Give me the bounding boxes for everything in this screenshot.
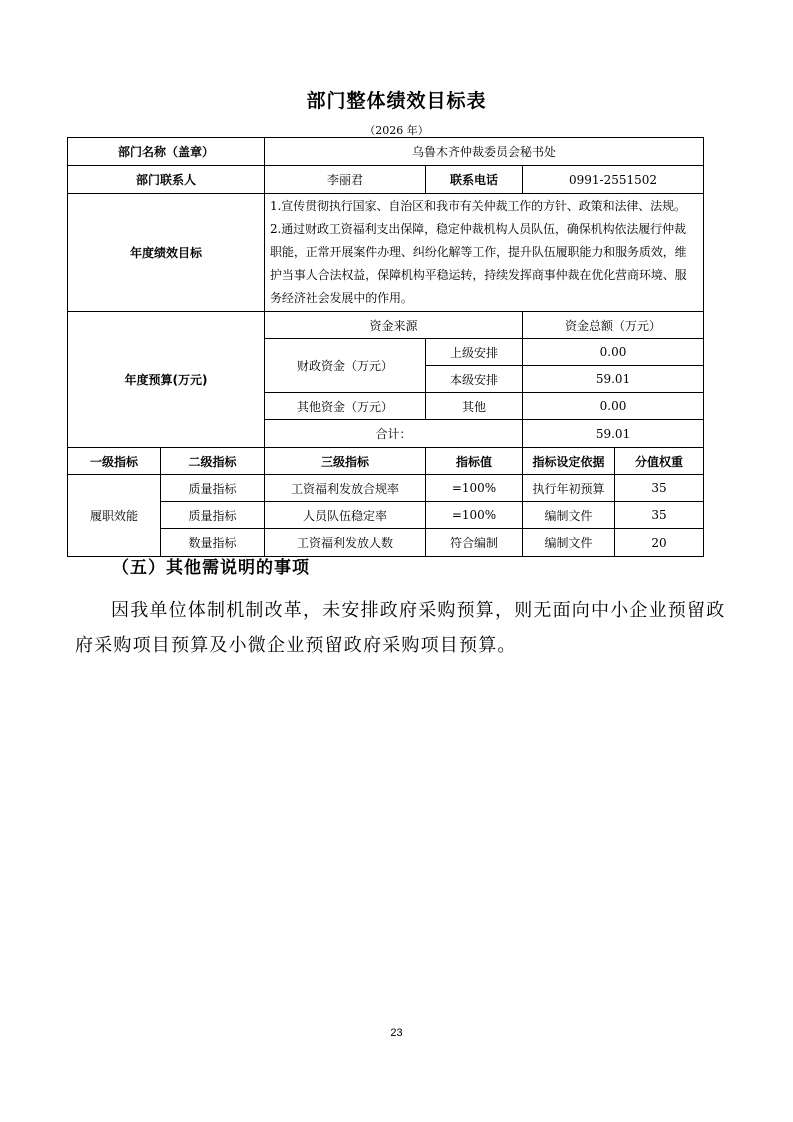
level3-cell: 人员队伍稳定率 — [265, 502, 426, 529]
goals-line: 2.通过财政工资福利支出保障，稳定仲裁机构人员队伍，确保机构依法履行仲裁 — [270, 222, 686, 236]
level2-cell: 质量指标 — [161, 475, 265, 502]
basis-header: 指标设定依据 — [523, 448, 615, 475]
level2-cell: 质量指标 — [161, 502, 265, 529]
indicator-row — [68, 475, 704, 502]
level2-cell: 数量指标 — [161, 529, 265, 557]
weight-cell: 35 — [615, 475, 704, 502]
source-header: 资金来源 — [265, 312, 523, 339]
goals-text — [265, 194, 704, 312]
section-heading: （五）其他需说明的事项 — [112, 558, 310, 578]
value-cell: 符合编制 — [426, 529, 523, 557]
total-header: 资金总额（万元） — [523, 312, 704, 339]
paragraph-line: 因我单位体制机制改革，未安排政府采购预算，则无面向中小企业预留政 — [111, 600, 726, 621]
other-sub: 其他 — [426, 393, 523, 420]
budget-label: 年度预算(万元) — [68, 312, 265, 448]
sum-label: 合计： — [265, 420, 523, 448]
upper-value: 0.00 — [523, 339, 704, 366]
level1-header: 一级指标 — [68, 448, 161, 475]
level2-header: 二级指标 — [161, 448, 265, 475]
other-value: 0.00 — [523, 393, 704, 420]
page-title: 部门整体绩效目标表 — [306, 90, 487, 112]
value-cell: =100% — [426, 502, 523, 529]
basis-cell: 编制文件 — [523, 529, 615, 557]
upper-label: 上级安排 — [426, 339, 523, 366]
paragraph-line: 府采购项目预算及小微企业预留政府采购项目预算。 — [75, 635, 517, 656]
section-paragraph — [75, 593, 726, 663]
goals-label: 年度绩效目标 — [68, 194, 265, 312]
basis-cell: 编制文件 — [523, 502, 615, 529]
contact-name: 李丽君 — [265, 166, 426, 194]
level1-value: 履职效能 — [68, 475, 161, 557]
goals-line: 1.宣传贯彻执行国家、自治区和我市有关仲裁工作的方针、政策和法律、法规。 — [270, 199, 686, 213]
phone-value: 0991-2551502 — [523, 166, 704, 194]
dept-name-row — [68, 138, 704, 166]
dept-name-label: 部门名称（盖章） — [68, 138, 265, 166]
page-number: 23 — [390, 1027, 403, 1039]
value-header: 指标值 — [426, 448, 523, 475]
level3-cell: 工资福利发放合规率 — [265, 475, 426, 502]
phone-label: 联系电话 — [426, 166, 523, 194]
weight-cell: 35 — [615, 502, 704, 529]
basis-cell: 执行年初预算 — [523, 475, 615, 502]
goals-line: 务经济社会发展中的作用。 — [270, 291, 413, 305]
budget-header-row — [68, 312, 704, 339]
goals-line: 护当事人合法权益，保障机构平稳运转，持续发挥商事仲裁在优化营商环境、服 — [270, 268, 687, 282]
fiscal-label: 财政资金（万元） — [265, 339, 426, 393]
weight-cell: 20 — [615, 529, 704, 557]
dept-name-value: 乌鲁木齐仲裁委员会秘书处 — [265, 138, 704, 166]
sum-value: 59.01 — [523, 420, 704, 448]
weight-header: 分值权重 — [615, 448, 704, 475]
contact-label: 部门联系人 — [68, 166, 265, 194]
local-label: 本级安排 — [426, 366, 523, 393]
contact-row — [68, 166, 704, 194]
indicator-row — [68, 502, 704, 529]
local-value: 59.01 — [523, 366, 704, 393]
level3-header: 三级指标 — [265, 448, 426, 475]
other-label: 其他资金（万元） — [265, 393, 426, 420]
indicator-header-row — [68, 448, 704, 475]
value-cell: =100% — [426, 475, 523, 502]
level3-cell: 工资福利发放人数 — [265, 529, 426, 557]
goals-line: 职能，正常开展案件办理、纠纷化解等工作，提升队伍履职能力和服务质效，维 — [270, 245, 687, 259]
performance-table — [67, 137, 704, 557]
goals-row — [68, 194, 704, 312]
year-label: （2026 年） — [364, 124, 429, 137]
